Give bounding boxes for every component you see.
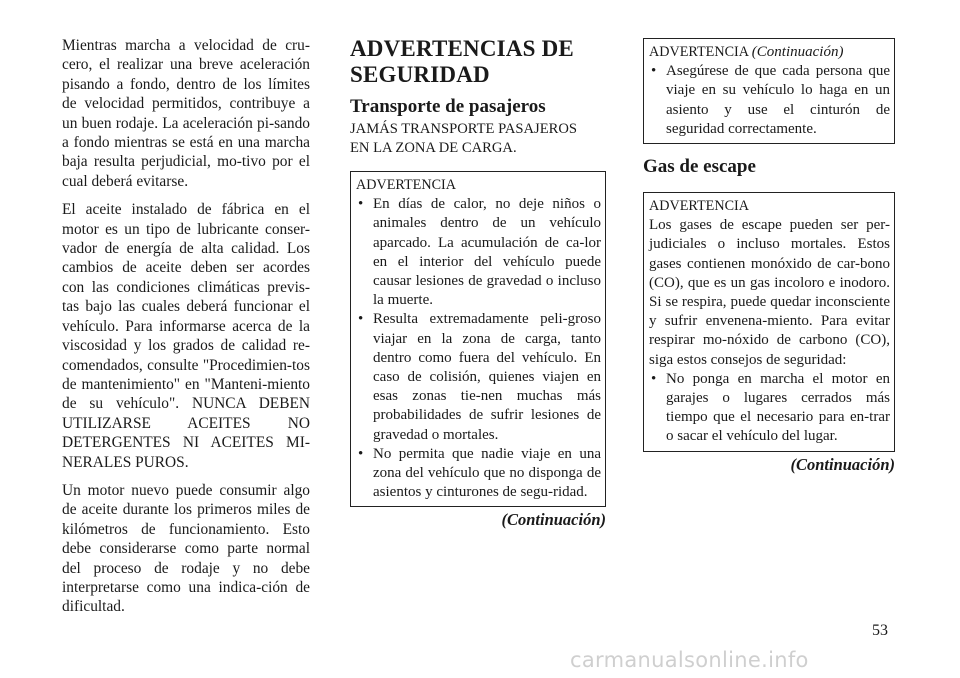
warning-item: • No permita que nadie viaje en una zona del vehículo que no disponga de asientos y cinturones de segu-ridad. bbox=[356, 445, 601, 503]
warning-item: • En días de calor, no deje niños o animales dentro de un vehículo aparcado. La acumulación de ca-lor en el interior del vehículo puede causar lesiones de gravedad o incluso la muerte. bbox=[356, 195, 601, 310]
page-number: 53 bbox=[872, 622, 888, 639]
warning-item: • Resulta extremadamente peli-groso viajar en la zona de carga, tanto dentro como fuera del vehículo. En caso de colisión, quienes viajen en esas zonas tie-nen muchas más probabilidades de sufrir lesiones de gravedad o mortales. bbox=[356, 310, 601, 444]
warning-box-passengers bbox=[350, 171, 606, 507]
warning-title-continued: (Continuación) bbox=[751, 44, 844, 60]
warning-title-text: ADVERTENCIA bbox=[649, 44, 749, 60]
warning-title: ADVERTENCIA bbox=[649, 198, 750, 215]
left-column bbox=[62, 36, 310, 626]
cargo-area-notice bbox=[350, 120, 606, 157]
cargo-area-notice-line2: EN LA ZONA DE CARGA. bbox=[350, 139, 517, 156]
warning-box-exhaust bbox=[643, 192, 895, 452]
section-title bbox=[350, 36, 606, 88]
warning-list bbox=[356, 195, 601, 502]
right-column bbox=[643, 38, 895, 475]
warning-list bbox=[649, 370, 890, 447]
section-title-line2: SEGURIDAD bbox=[350, 62, 490, 87]
watermark: carmanualsonline.info bbox=[570, 648, 809, 672]
warning-title bbox=[649, 43, 890, 62]
subheading-passenger-transport: Transporte de pasajeros bbox=[350, 96, 546, 117]
paragraph-factory-oil: El aceite instalado de fábrica en el motor es un tipo de lubricante conser-vador de energía de alta calidad. Los cambios de aceite deben ser acordes con las condiciones climáticas previs-tas bajo las cuales deberá funcionar el vehículo. Para informarse acerca de la viscosidad y los grados de calidad re-comendados, consulte "Procedimien-tos de mantenimiento" en "Manteni-miento de su vehículo". NUNCA DEBEN UTILIZARSE ACEITES NO DETERGENTES NI ACEITES MI-NERALES PUROS. bbox=[62, 201, 310, 471]
warning-title: ADVERTENCIA bbox=[356, 177, 457, 193]
warning-text: Los gases de escape pueden ser per-judiciales o incluso mortales. Estos gases contienen monóxido de car-bono (CO), que es un gas incoloro e inodoro. Si se respira, puede quedar inconsciente y sufrir envenena-miento. Para evitar respirar mo-nóxido de carbono (CO), siga estos consejos de seguridad: bbox=[649, 217, 890, 368]
continued-label: (Continuación) bbox=[790, 454, 895, 474]
paragraph-break-in: Mientras marcha a velocidad de cru-cero, el realizar una breve aceleración pisando a fondo, dentro de los límites de velocidad permitidos, contribuye a un buen rodaje. La aceleración pi-sando a fondo mientras se está en una marcha baja resulta perjudicial, mo-tivo por el cual deberá evitarse. bbox=[62, 37, 310, 190]
paragraph-oil-consumption: Un motor nuevo puede consumir algo de aceite durante los primeros miles de kilómetros de funcionamiento. Esto debe considerarse como parte normal del proceso de rodaje y no debe interpretarse como una indica-ción de dificultad. bbox=[62, 481, 310, 616]
section-title-line1: ADVERTENCIAS DE bbox=[350, 36, 574, 61]
subheading-exhaust-gas: Gas de escape bbox=[643, 156, 756, 178]
cargo-area-notice-line1: JAMÁS TRANSPORTE PASAJEROS bbox=[350, 121, 578, 137]
middle-column bbox=[350, 36, 606, 530]
warning-list bbox=[649, 62, 890, 139]
warning-box-continued bbox=[643, 38, 895, 144]
warning-item: • Asegúrese de que cada persona que viaje en su vehículo lo haga en un asiento y use el cinturón de seguridad correctamente. bbox=[649, 62, 890, 139]
warning-item: • No ponga en marcha el motor en garajes o lugares cerrados más tiempo que el necesario para en-trar o sacar el vehículo del lugar. bbox=[649, 370, 890, 447]
continued-label: (Continuación) bbox=[501, 510, 606, 530]
